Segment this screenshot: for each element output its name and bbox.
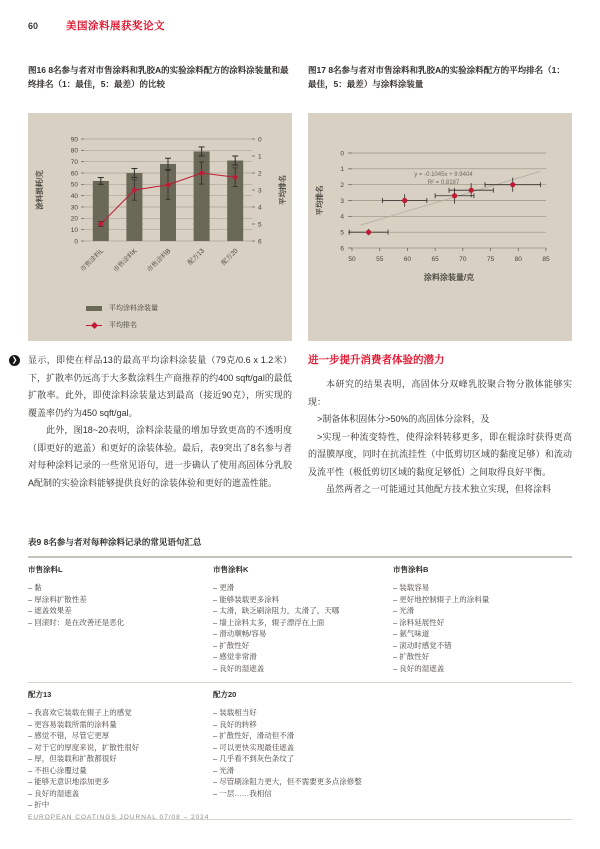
x-tick-label: 60 — [403, 256, 412, 263]
table-item: – 能够无意识地添加更多 — [28, 776, 213, 788]
figure16-bar-chart — [28, 113, 292, 341]
column-header: 市售涂料L — [28, 565, 63, 574]
tick-label: 4 — [258, 204, 262, 212]
column-items — [213, 707, 393, 799]
journal-footer: EUROPEAN COATINGS JOURNAL 07/08 – 2024 — [28, 814, 210, 821]
table-item: – 我喜欢它装载在辊子上的感觉 — [28, 707, 213, 719]
bar-chart-svg — [28, 113, 292, 301]
table-block-formulations — [28, 683, 572, 819]
table-item: – 感觉不错，尽管它更厚 — [28, 730, 213, 742]
x-axis-label: 涂料涂装量/克 — [423, 273, 475, 282]
bar — [93, 181, 109, 241]
arrow-bullet-icon: ❯ — [9, 355, 20, 366]
data-point — [366, 230, 371, 235]
tick-label: 6 — [258, 238, 262, 246]
tick-label: 5 — [340, 229, 344, 237]
x-tick-label: 65 — [431, 256, 439, 263]
y-axis-label: 平均排名 — [315, 185, 324, 216]
column-items — [28, 582, 213, 628]
category-label: 市售涂料L — [79, 247, 106, 274]
table-item: – 一层……我相信 — [213, 788, 393, 800]
scatter-chart-svg — [308, 113, 572, 313]
table-item: – 光滑 — [393, 605, 572, 617]
table-item: – 涂料延展性好 — [393, 617, 572, 629]
table-item: – 几乎看不到灰色条纹了 — [213, 753, 393, 765]
table9-title: 表9 8名参与者对每种涂料记录的常见语句汇总 — [28, 537, 202, 547]
table-item: – 良好的湿遮盖 — [393, 663, 572, 675]
legend-label: 平均排名 — [109, 322, 137, 329]
table-item: – 良好的湿遮盖 — [28, 788, 213, 800]
tick-label: 4 — [340, 213, 344, 221]
section-title: 美国涂料展获奖论文 — [66, 20, 166, 32]
table-item: – 厚涂料扩散性差 — [28, 594, 213, 606]
x-tick-label: 70 — [459, 256, 467, 263]
table-item: – 更滑 — [213, 582, 393, 594]
data-point — [510, 182, 515, 187]
table-item: – 太滑，缺乏刷涂阻力，太滑了，天哪 — [213, 605, 393, 617]
right-axis-label: 平均排名 — [278, 175, 287, 205]
tick-label: 3 — [340, 197, 344, 205]
tick-label: 30 — [70, 204, 78, 212]
table-column — [393, 564, 572, 674]
table-item: – 回滚时：是在改善还是恶化 — [28, 617, 213, 629]
table9 — [28, 536, 572, 820]
x-tick-label: 50 — [348, 256, 356, 263]
table-item: – 装载相当好 — [213, 707, 393, 719]
bullet-paragraph: >实现一种流变特性，使得涂料转移更多，即在辊涂时获得更高的湿膜厚度，同时在抗流挂性（中低剪切区域的黏度足够）和流动及流平性（极低剪切区域的黏度足够低）之间取得良好平衡。 — [308, 431, 572, 477]
table-item: – 不担心涂覆过量 — [28, 765, 213, 777]
column-items — [213, 582, 393, 674]
table-column — [28, 689, 213, 811]
column-items — [393, 582, 572, 674]
tick-label: 40 — [70, 192, 78, 200]
table-item: – 扩散性好 — [393, 651, 572, 663]
tick-label: 0 — [340, 150, 344, 158]
tick-label: 50 — [70, 181, 78, 189]
figure16-caption: 图16 8名参与者对市售涂料和乳胶A的实验涂料配方的涂料涂装量和最终排名（1：最佳，5：最差）的比较 — [28, 65, 289, 89]
bar-swatch-icon — [86, 306, 102, 311]
tick-label: 60 — [70, 170, 78, 178]
x-tick-label: 85 — [542, 256, 550, 263]
tick-label: 2 — [258, 170, 262, 178]
tick-label: 6 — [340, 245, 344, 253]
table-item: – 折中 — [28, 799, 213, 811]
tick-label: 80 — [70, 147, 78, 155]
tick-label: 5 — [258, 221, 262, 229]
legend-item-bar — [86, 303, 292, 313]
legend-label: 平均涂料涂装量 — [109, 305, 158, 312]
table-item: – 厚，但装载和扩散都很好 — [28, 753, 213, 765]
tick-label: 2 — [340, 181, 344, 189]
paragraph: 此外，图18~20表明，涂料涂装量的增加导致更高的不透明度（即更好的遮盖）和更好的涂装体验。最后，表9突出了8名参与者对每种涂料记录的一些常见语句，进一步确认了使用高固体分乳胶A配制的实验涂料能够提供良好的涂装体验和更好的遮盖性能。 — [28, 425, 292, 488]
body-text — [11, 352, 572, 499]
data-point — [402, 198, 407, 203]
charts — [28, 113, 572, 341]
table-item: – 墙上涂料太多，辊子漂浮在上面 — [213, 617, 393, 629]
table-item: – 扩散性好 — [213, 640, 393, 652]
left-axis-label: 涂料损耗/克 — [35, 170, 44, 210]
table-item: – 可以更快实现最佳遮盖 — [213, 742, 393, 754]
table-item: – 对于它的厚度来说，扩散性很好 — [28, 742, 213, 754]
paragraph: 显示，即使在样品13的最高平均涂料涂装量（79克/0.6 x 1.2米）下，扩散率仍远高于大多数涂料生产商推荐的约400 sqft/gal的最低扩散率。此外，即使涂料涂装量达到最高（接近90克），所实现的覆盖率仍约为450 sqft/gal。 — [28, 355, 292, 418]
table-item: – 遮盖效果差 — [28, 605, 213, 617]
bullet-paragraph: >制备体积固体分>50%的高固体分涂料，及 — [317, 414, 490, 424]
table-item: – 黏 — [28, 582, 213, 594]
section-subheading: 进一步提升消费者体验的潜力 — [308, 354, 445, 366]
table-item: – 滑动顺畅/容易 — [213, 628, 393, 640]
table-block-commercial — [28, 558, 572, 682]
table-item: – 扩散性好，滑动但不滑 — [213, 730, 393, 742]
legend-item-line — [86, 320, 292, 330]
data-point — [469, 188, 474, 193]
figure17-scatter-chart — [308, 113, 572, 341]
paragraph: 虽然两者之一可能通过其他配方技术独立实现，但将涂料 — [326, 484, 552, 494]
x-tick-label: 55 — [376, 256, 384, 263]
table-item: – 更好地控制辊子上的涂料量 — [393, 594, 572, 606]
x-tick-label: 80 — [514, 256, 522, 263]
category-label: 市售涂料K — [112, 247, 139, 274]
body-right-column — [308, 352, 572, 499]
column-header: 配方20 — [213, 690, 237, 699]
table-item: – 更容易装载所需的涂料量 — [28, 719, 213, 731]
line-marker-swatch-icon — [86, 322, 102, 329]
table-item: – 能够装载更多涂料 — [213, 594, 393, 606]
table-column — [28, 564, 213, 674]
data-point — [452, 193, 457, 198]
tick-label: 3 — [258, 187, 262, 195]
figure17-caption: 图17 8名参与者对市售涂料和乳胶A的实验涂料配方的平均排名（1：最佳，5：最差）与涂料涂装量 — [308, 65, 565, 89]
table-item: – 感觉非常滑 — [213, 651, 393, 663]
table-item: – 光滑 — [213, 765, 393, 777]
tick-label: 20 — [70, 215, 78, 223]
regression-equation: y = -0.1045x + 9.9404 — [414, 171, 473, 178]
table-column — [213, 689, 393, 811]
column-header: 市售涂料K — [213, 565, 249, 574]
tick-label: 0 — [74, 238, 78, 246]
table-item: – 滚动时感觉不错 — [393, 640, 572, 652]
paragraph: 本研究的结果表明，高固体分双峰乳胶聚合物分散体能够实现： — [308, 379, 572, 407]
column-header: 配方13 — [28, 690, 52, 699]
figure16-legend — [86, 303, 292, 330]
figure-captions — [28, 64, 572, 91]
x-tick-label: 75 — [486, 256, 495, 263]
column-header: 市售涂料B — [393, 565, 429, 574]
page-header — [28, 18, 165, 33]
tick-label: 10 — [70, 226, 78, 234]
tick-label: 0 — [258, 136, 262, 144]
body-left-column — [11, 352, 292, 499]
category-label: 配方20 — [220, 247, 240, 267]
tick-label: 70 — [70, 158, 78, 166]
table-item: – 良好的转移 — [213, 719, 393, 731]
table-item: – 装载容易 — [393, 582, 572, 594]
table-column — [393, 689, 572, 811]
page-number: 60 — [28, 21, 39, 31]
tick-label: 1 — [258, 153, 262, 161]
table-item: – 良好的湿遮盖 — [213, 663, 393, 675]
tick-label: 90 — [70, 136, 78, 144]
table-item: – 氨气味道 — [393, 628, 572, 640]
regression-r2: R² = 0.8187 — [427, 179, 460, 186]
category-label: 配方13 — [186, 247, 207, 267]
category-label: 市售涂料B — [146, 247, 173, 274]
table-column — [213, 564, 393, 674]
column-items — [28, 707, 213, 811]
table-item: – 尽管刷涂阻力更大，但不需要更多点涂修整 — [213, 776, 393, 788]
tick-label: 1 — [340, 166, 344, 174]
